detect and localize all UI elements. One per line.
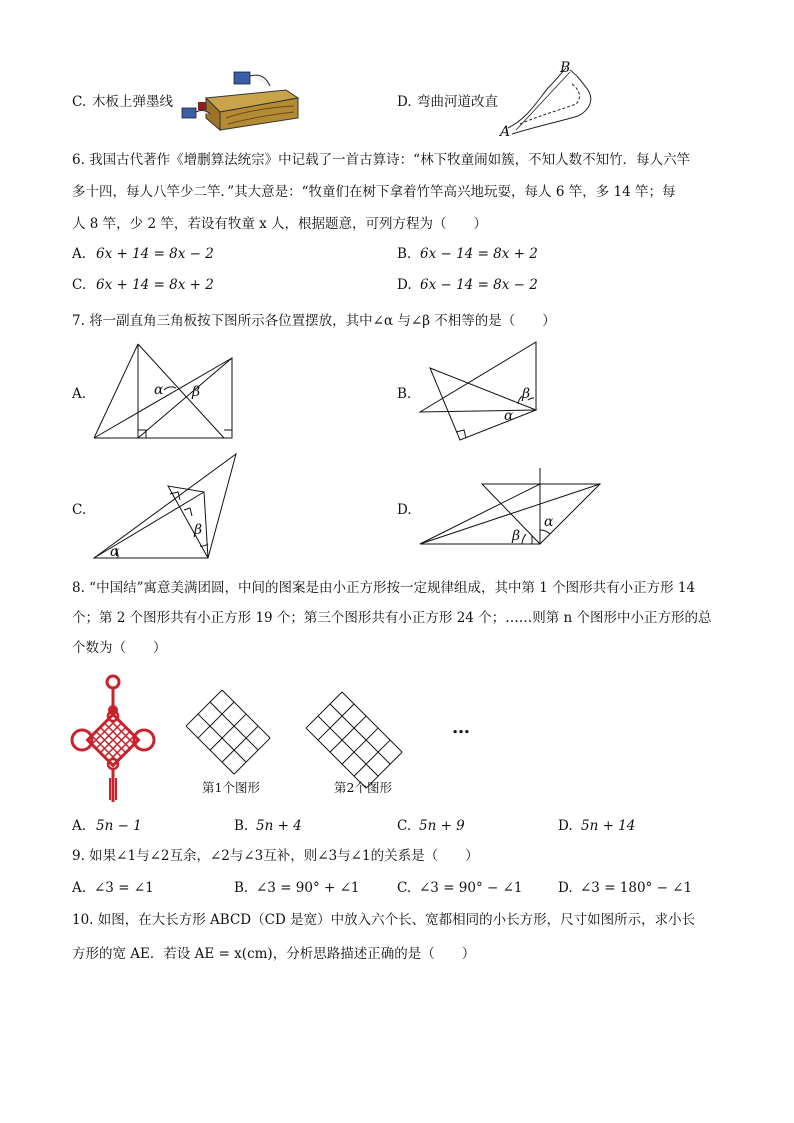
q6-option-c-label: C. (72, 277, 87, 293)
q8-option-c-text: 5n + 9 (419, 818, 465, 834)
q9-option-b-text: ∠3 = 90° + ∠1 (256, 880, 360, 896)
q8-option-a-label: A. (72, 818, 87, 834)
q7-figure-a (92, 344, 240, 440)
q8-option-b-text: 5n + 4 (256, 818, 302, 834)
lattice-line (318, 716, 378, 776)
q7a-beta: β (192, 384, 201, 400)
q7b-beta: β (522, 386, 531, 402)
pattern-ellipsis: … (452, 717, 470, 738)
q6-option-d-label: D. (397, 277, 412, 293)
river-label-b: B (560, 60, 571, 76)
q7c-alpha: α (110, 544, 120, 560)
q6-option-b-label: B. (397, 246, 412, 262)
pattern-figure-1-caption: 第1个图形 (202, 780, 260, 795)
q7-figure-b (418, 340, 542, 444)
q7-option-a-label: A. (72, 386, 87, 402)
q5-option-d-label: D. (397, 94, 412, 110)
q9-option-c-text: ∠3 = 90° − ∠1 (419, 880, 523, 896)
q7c-beta: β (194, 522, 203, 538)
q8-option-d-label: D. (558, 818, 573, 834)
q7d-beta: β (512, 528, 521, 544)
wood-board-illustration (176, 68, 300, 134)
q5-option-d-text: 弯曲河道改直 (417, 94, 498, 110)
lattice-line (330, 704, 390, 764)
q9-option-d-label: D. (558, 880, 573, 896)
q6-stem-line3: 人 8 竿，少 2 竿，若设有牧童 x 人，根据题意，可列方程为（ ） (72, 216, 488, 232)
q6-option-a-text: 6x + 14 = 8x − 2 (96, 246, 214, 262)
q6-stem-line2: 多十四，每人八竿少二竿．”其大意是：“牧童们在树下拿着竹竿高兴地玩耍，每人 6 竿，多 14 竿；每 (72, 184, 676, 200)
pattern-figure-2-caption: 第2个图形 (334, 780, 392, 795)
q9-option-d-text: ∠3 = 180° − ∠1 (580, 880, 693, 896)
q6-option-b-text: 6x − 14 = 8x + 2 (420, 246, 538, 262)
q7-figure-c (92, 452, 240, 562)
q9-stem: 9. 如果∠1与∠2互余，∠2与∠3互补，则∠3与∠1的关系是（ ） (72, 848, 479, 864)
q8-option-b-label: B. (234, 818, 249, 834)
lattice-line (342, 692, 402, 752)
q7-option-b-label: B. (397, 386, 412, 402)
q9-option-a-text: ∠3 = ∠1 (94, 880, 154, 896)
q8-option-a-text: 5n − 1 (96, 818, 142, 834)
q5-option-c-label: C. (72, 94, 87, 110)
q9-option-b-label: B. (234, 880, 249, 896)
chinese-knot-icon (70, 672, 156, 804)
river-straightening-illustration (498, 60, 602, 140)
q7-option-d-label: D. (397, 502, 412, 518)
q6-option-c-text: 6x + 14 = 8x + 2 (96, 277, 214, 293)
q5-option-c-text: 木板上弹墨线 (92, 94, 173, 110)
q7-stem: 7. 将一副直角三角板按下图所示各位置摆放，其中∠α 与∠β 不相等的是（ ） (72, 313, 556, 329)
q10-stem-line2: 方形的宽 AE．若设 AE = x(cm)，分析思路描述正确的是（ ） (72, 946, 476, 962)
q8-option-d-text: 5n + 14 (581, 818, 636, 834)
q7-option-c-label: C. (72, 502, 87, 518)
river-label-a: A (500, 124, 511, 140)
q7a-alpha: α (154, 382, 164, 398)
q10-stem-line1: 10. 如图，在大长方形 ABCD（CD 是宽）中放入六个长、宽都相同的小长方形，尺寸如图所示，求小长 (72, 912, 696, 928)
q7-figure-d (418, 468, 604, 548)
q7d-alpha: α (544, 514, 554, 530)
q8-stem-line2: 个；第 2 个图形共有小正方形 19 个；第三个图形共有小正方形 24 个；……则第 n 个图形中小正方形的总 (72, 610, 712, 626)
q8-option-c-label: C. (397, 818, 412, 834)
pattern-figure-2 (302, 688, 436, 778)
q8-stem-line1: 8. “中国结”寓意美满团圆，中间的图案是由小正方形按一定规律组成，其中第 1 个图形共有小正方形 14 (72, 580, 696, 596)
pattern-figure-1 (184, 688, 288, 772)
q6-option-d-text: 6x − 14 = 8x − 2 (420, 277, 538, 293)
q9-option-c-label: C. (397, 880, 412, 896)
q7b-alpha: α (504, 408, 514, 424)
q8-stem-line3: 个数为（ ） (72, 640, 167, 656)
q6-option-a-label: A. (72, 246, 87, 262)
q6-stem-line1: 6. 我国古代著作《增删算法统宗》中记载了一首古算诗：“林下牧童闹如簇，不知人数不知竹．每人六竿 (72, 152, 691, 168)
q9-option-a-label: A. (72, 880, 87, 896)
